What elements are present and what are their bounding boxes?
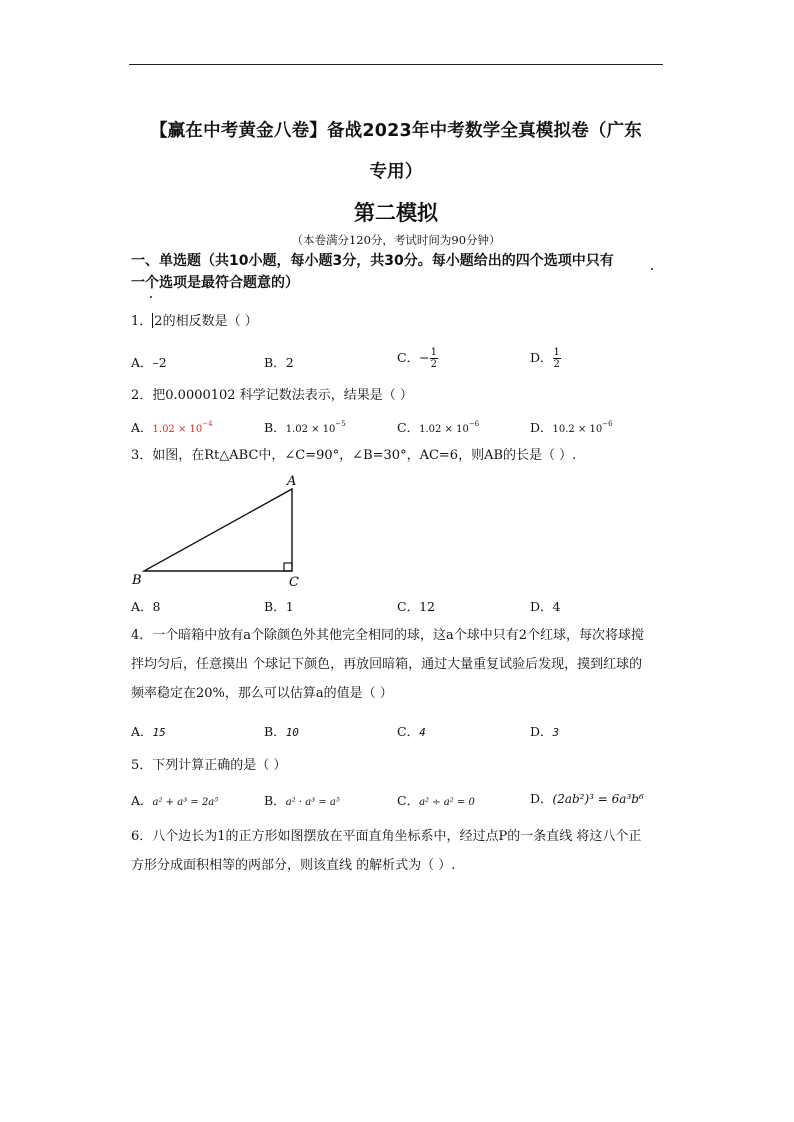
section-heading-line1: 一、单选题（共10小题，每小题3分，共30分。每小题给出的四个选项中只有 — [131, 253, 614, 269]
question-4-line3: 频率稳定在20%，那么可以估算a的值是（ ） — [131, 686, 393, 701]
question-2: 2．把0.0000102 科学记数法表示，结果是（ ） — [131, 388, 413, 403]
question-1-tail: 的相反数是（ ） — [162, 314, 258, 329]
q5-option-d[interactable]: D．(2ab²)³ = 6a³b⁶ — [530, 791, 644, 806]
q2-option-a[interactable]: A．$1.02 \times 10^{-4}$ — [131, 420, 213, 435]
q3-option-a[interactable]: A．8 — [131, 599, 161, 614]
q4-option-b[interactable]: B．10 — [264, 724, 299, 739]
question-5: 5．下列计算正确的是（ ） — [131, 758, 287, 773]
fraction: $\frac{1}{2}$ — [430, 347, 437, 370]
triangle-abc — [144, 489, 292, 571]
exam-subtitle: 第二模拟 — [354, 201, 438, 225]
question-4-line2: 拌均匀后，任意摸出 个球记下颜色，再放回暗箱，通过大量重复试验后发现，摸到红球的 — [131, 657, 643, 672]
vertex-label-c: C — [289, 575, 299, 590]
right-angle-mark — [284, 563, 292, 571]
header-rule — [129, 64, 663, 65]
q2-option-b[interactable]: B．$1.02 \times 10^{-5}$ — [264, 420, 346, 435]
q5-option-c[interactable]: C．a² ÷ a² = 0 — [397, 793, 475, 808]
triangle-figure — [129, 470, 309, 590]
q1-option-c[interactable]: C．− $\frac{1}{2}$ — [397, 347, 437, 370]
q1-option-b[interactable]: B．2 — [264, 355, 294, 370]
question-1-value: 2 — [154, 314, 163, 329]
question-number: 1． — [131, 314, 153, 329]
section-heading-line2: 一个选项是最符合题意的） — [131, 275, 299, 291]
q3-option-c[interactable]: C．12 — [397, 599, 435, 614]
question-6 — [131, 822, 671, 880]
question-3: 3．如图，在Rt△ABC中，∠C=90°，∠B=30°，AC=6，则AB的长是（ ）. — [131, 448, 577, 463]
vertex-label-a: A — [287, 474, 297, 489]
exam-title-line1: 【赢在中考黄金八卷】备战2023年中考数学全真模拟卷（广东 — [149, 121, 642, 141]
q1-option-a[interactable]: A．–2 — [131, 355, 167, 370]
q3-option-d[interactable]: D．4 — [530, 599, 561, 614]
q4-option-d[interactable]: D．3 — [530, 724, 560, 739]
question-4 — [131, 621, 671, 708]
scan-dot — [651, 268, 653, 270]
scan-dot — [150, 296, 152, 298]
question-4-line1: 4．一个暗箱中放有a个除颜色外其他完全相同的球，这a个球中只有2个红球，每次将球搅 — [131, 628, 645, 643]
exam-note: （本卷满分120分，考试时间为90分钟） — [291, 233, 501, 247]
q5-option-a[interactable]: A．a² + a³ = 2a⁵ — [131, 793, 219, 808]
question-1 — [131, 307, 671, 336]
section-heading — [131, 250, 671, 294]
q4-option-a[interactable]: A．15 — [131, 724, 166, 739]
q2-option-d[interactable]: D．$10.2 \times 10^{-6}$ — [530, 420, 613, 435]
q3-option-b[interactable]: B．1 — [264, 599, 294, 614]
q2-option-c[interactable]: C．$1.02 \times 10^{-6}$ — [397, 420, 480, 435]
q1-option-d[interactable]: D． $\frac{1}{2}$ — [530, 347, 560, 370]
question-6-line2: 方形分成面积相等的两部分，则该直线 的解析式为（ ）. — [131, 858, 456, 873]
fraction: $\frac{1}{2}$ — [553, 347, 560, 370]
q4-option-c[interactable]: C．4 — [397, 724, 426, 739]
exam-title-line2: 专用） — [369, 162, 423, 182]
vertex-label-b: B — [132, 573, 142, 588]
question-6-line1: 6．八个边长为1的正方形如图摆放在平面直角坐标系中，经过点P的一条直线 将这八个正 — [131, 829, 642, 844]
q5-option-b[interactable]: B．a² · a³ = a⁵ — [264, 793, 340, 808]
